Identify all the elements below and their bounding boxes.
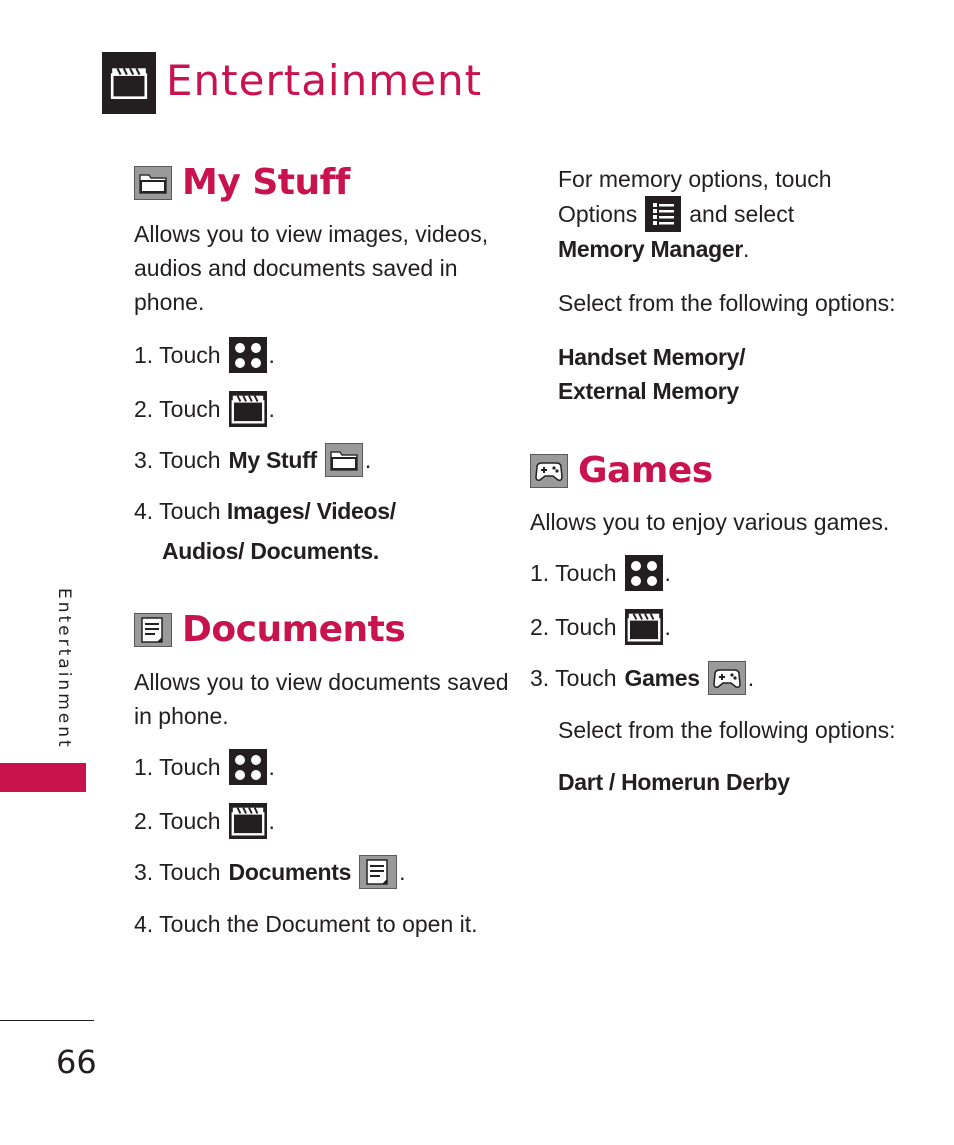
menu-grid-icon [625,555,663,591]
documents-description: Allows you to view documents saved in phone. [134,668,509,729]
games-option-list: Dart / Homerun Derby [558,769,790,796]
documents-step-1: 1. Touch . [134,749,514,785]
folder-icon [134,166,172,200]
memory-line-2: Options and select [558,196,940,232]
game-controller-icon [708,661,746,695]
mystuff-step-3: 3. Touch My Stuff . [134,443,514,477]
memory-select-text: Select from the following options: [558,290,896,316]
games-step-1: 1. Touch . [530,555,940,591]
side-section-label: Entertainment [54,588,74,750]
documents-step-3: 3. Touch Documents . [134,855,514,889]
side-tab-marker [0,763,86,792]
document-icon [134,613,172,647]
games-description: Allows you to enjoy various games. [530,509,890,536]
footer-rule [0,1020,94,1021]
clapperboard-icon [625,609,663,645]
chapter-title: Entertainment [166,56,483,105]
folder-icon [325,443,363,477]
games-step-3: 3. Touch Games . [530,661,940,695]
memory-options [530,162,940,408]
games-options [530,713,940,799]
clapperboard-icon [229,391,267,427]
left-column [134,162,514,941]
mystuff-step-4-cont: Audios/ Documents. [162,538,379,565]
game-controller-icon [530,454,568,488]
mystuff-title: My Stuff [182,162,350,203]
options-list-icon [645,196,681,232]
documents-heading [134,609,514,650]
menu-grid-icon [229,337,267,373]
clapperboard-icon [102,52,156,114]
games-select-text: Select from the following options: [558,717,896,744]
memory-line-3: Memory Manager. [558,236,750,262]
games-step-2: 2. Touch . [530,609,940,645]
page-number: 66 [56,1043,97,1081]
games-title: Games [578,450,713,491]
documents-title: Documents [182,609,406,651]
memory-option-2: External Memory [558,378,739,404]
memory-option-1: Handset Memory/ [558,344,746,370]
document-icon [359,855,397,889]
mystuff-step-4: 4. Touch Images/ Videos/ [134,498,396,525]
right-column [530,162,940,799]
documents-step-4: 4. Touch the Document to open it. [134,910,478,937]
mystuff-heading [134,162,514,203]
clapperboard-icon [229,803,267,839]
games-heading [530,450,940,491]
mystuff-step-1: 1. Touch . [134,337,514,373]
memory-line-1: For memory options, touch [558,166,832,192]
mystuff-step-2: 2. Touch . [134,391,514,427]
menu-grid-icon [229,749,267,785]
mystuff-description: Allows you to view images, videos, audios and documents saved in phone. [134,221,489,316]
documents-step-2: 2. Touch . [134,803,514,839]
